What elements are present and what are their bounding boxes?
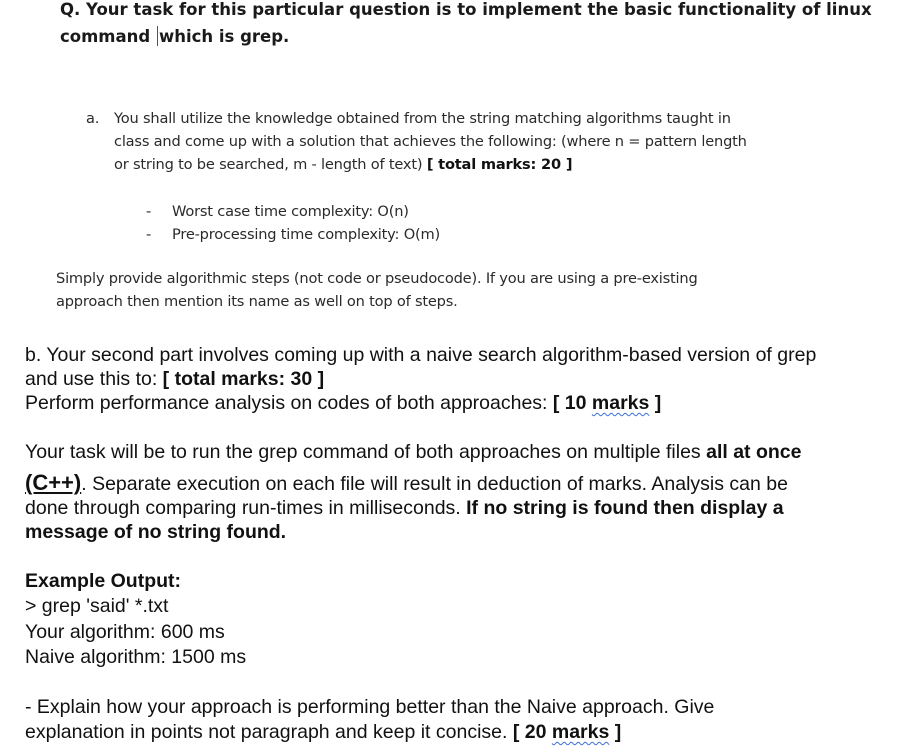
example-title-text: Example Output: [25, 570, 182, 592]
part-a-note-1: Simply provide algorithmic steps (not code or pseudocode). If you are using a pre-existing [56, 270, 698, 287]
task-line-3 [25, 497, 784, 520]
analysis-marks-word: marks [591, 392, 650, 414]
analysis-marks-open: [ 10 [552, 392, 592, 414]
part-a-line-3 [114, 156, 572, 173]
part-b-line-2 [25, 368, 324, 391]
task-line-2 [25, 470, 788, 496]
task-line-4-text: message of no string found. [25, 521, 287, 543]
part-b-line-2-text: and use this to: [25, 368, 163, 390]
example-naive-algorithm: Naive algorithm: 1500 ms [25, 646, 247, 668]
text-cursor [157, 26, 158, 46]
task-no-string-found: If no string is found then display a [466, 497, 784, 519]
task-line-1 [25, 441, 801, 464]
task-line-4 [25, 521, 286, 544]
part-b-line-3 [25, 392, 661, 415]
part-a-total-marks: [ total marks: 20 ] [426, 156, 573, 173]
part-b-line-3-text: Perform performance analysis on codes of both approaches: [25, 392, 553, 414]
bullet-preprocessing: Pre-processing time complexity: O(m) [172, 226, 441, 243]
part-b-analysis-marks [553, 392, 661, 414]
question-line-2-start: command [60, 27, 156, 46]
part-a-line-3-text: or string to be searched, m - length of text) [114, 156, 427, 173]
part-a-line-1: You shall utilize the knowledge obtained from the string matching algorithms taught in [114, 110, 731, 127]
part-b-total-marks: [ total marks: 30 ] [162, 368, 325, 390]
explain-marks-close: ] [609, 721, 622, 743]
bullet-dash-2: - [146, 226, 152, 243]
bullet-worst-case: Worst case time complexity: O(n) [172, 203, 409, 220]
explain-marks-open: [ 20 [512, 721, 552, 743]
example-your-algorithm: Your algorithm: 600 ms [25, 621, 225, 643]
explain-line-1: - Explain how your approach is performing better than the Naive approach. Give [25, 696, 715, 718]
task-all-at-once: all at once [706, 441, 802, 463]
task-line-3-text: done through comparing run-times in milliseconds. [25, 497, 467, 519]
analysis-marks-close: ] [649, 392, 662, 414]
example-command: > grep 'said' *.txt [25, 595, 169, 617]
part-a-line-2: class and come up with a solution that achieves the following: (where n = pattern length [114, 133, 747, 150]
example-title [25, 570, 181, 593]
question-line-2-end: which is grep. [158, 27, 290, 46]
task-cpp: (C++) [25, 470, 82, 495]
explain-line-2 [25, 721, 621, 744]
question-line-1: Q. Your task for this particular question is to implement the basic functionality of linux [60, 0, 872, 19]
part-a-note-2: approach then mention its name as well on top of steps. [56, 293, 458, 310]
explain-marks-word: marks [551, 721, 610, 743]
explain-line-2-text: explanation in points not paragraph and keep it concise. [25, 721, 513, 743]
question-line-2 [60, 26, 289, 46]
part-b-line-1: b. Your second part involves coming up with a naive search algorithm-based version of grep [25, 344, 817, 366]
explain-marks [513, 721, 621, 743]
part-a-marker: a. [86, 110, 100, 127]
task-line-2-text: . Separate execution on each file will result in deduction of marks. Analysis can be [81, 473, 788, 495]
bullet-dash-1: - [146, 203, 152, 220]
task-line-1-text: Your task will be to run the grep command of both approaches on multiple files [25, 441, 707, 463]
